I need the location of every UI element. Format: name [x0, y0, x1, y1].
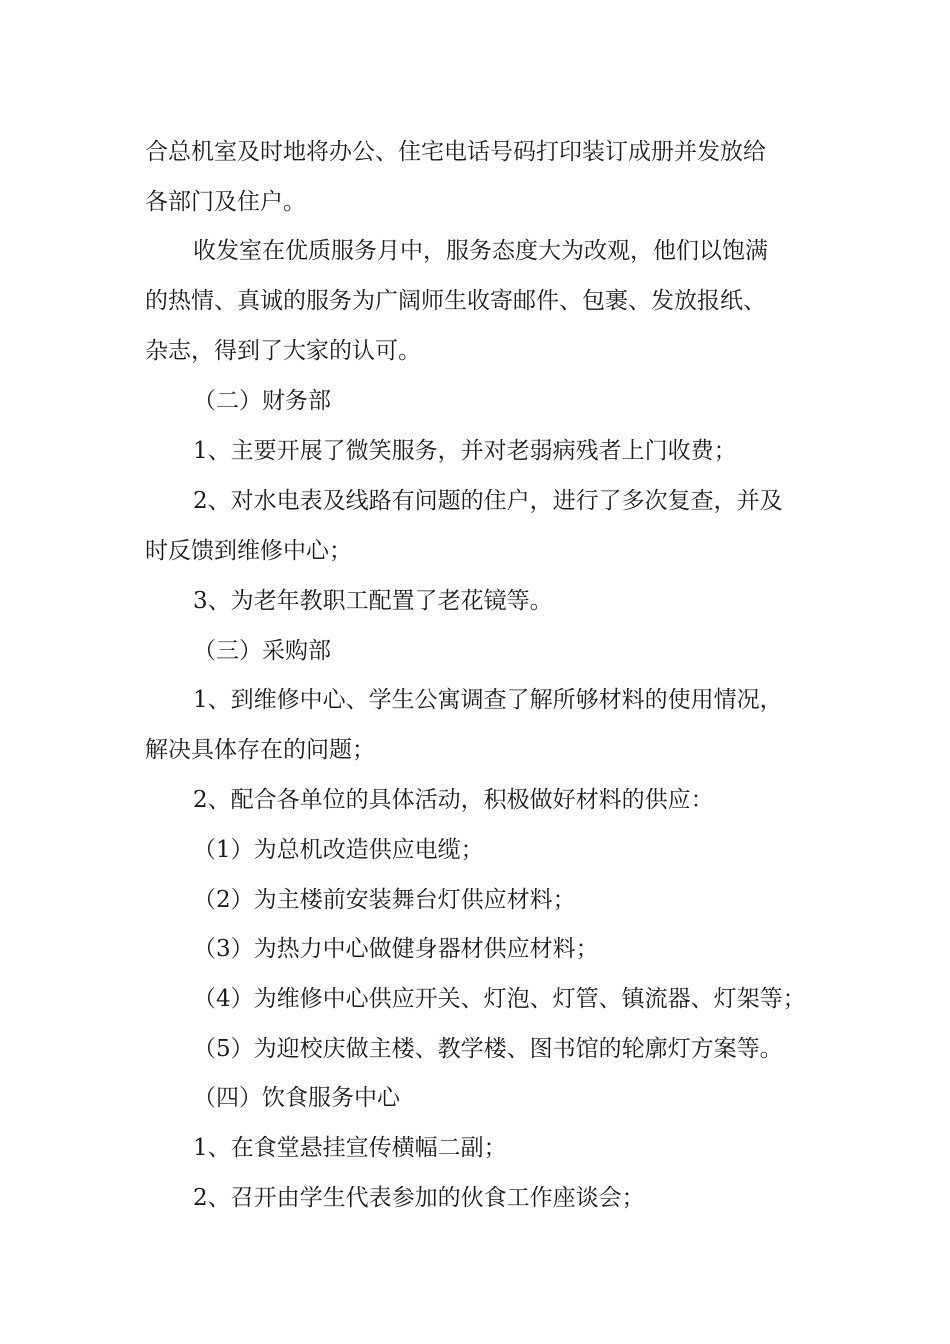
text-line: 杂志，得到了大家的认可。 [145, 338, 421, 364]
list-item: 3、为老年教职工配置了老花镜等。 [193, 588, 553, 614]
text-line: 解决具体存在的问题； [145, 737, 375, 763]
sub-list-item: （3）为热力中心做健身器材供应材料； [193, 936, 599, 962]
sub-list-item: （2）为主楼前安装舞台灯供应材料； [193, 887, 576, 913]
text-line: 时反馈到维修中心； [145, 538, 352, 564]
paragraph-first-line: 收发室在优质服务月中，服务态度大为改观，他们以饱满 [193, 238, 768, 264]
text-line: 合总机室及时地将办公、住宅电话号码打印装订成册并发放给 [145, 139, 766, 165]
list-item: 2、对水电表及线路有问题的住户，进行了多次复查，并及 [193, 488, 783, 514]
list-item: 1、到维修中心、学生公寓调查了解所够材料的使用情况， [193, 687, 783, 713]
section-heading: （二）财务部 [193, 388, 331, 414]
sub-list-item: （4）为维修中心供应开关、灯泡、灯管、镇流器、灯架等； [193, 986, 806, 1012]
text-line: 的热情、真诚的服务为广阔师生收寄邮件、包裹、发放报纸、 [145, 288, 766, 314]
list-item: 2、召开由学生代表参加的伙食工作座谈会； [193, 1185, 645, 1211]
sub-list-item: （5）为迎校庆做主楼、教学楼、图书馆的轮廓灯方案等。 [193, 1036, 783, 1062]
list-item: 1、在食堂悬挂宣传横幅二副； [193, 1135, 507, 1161]
list-item: 2、配合各单位的具体活动，积极做好材料的供应： [193, 787, 714, 813]
section-heading: （三）采购部 [193, 638, 331, 664]
text-line: 各部门及住户。 [145, 189, 306, 215]
sub-list-item: （1）为总机改造供应电缆； [193, 837, 484, 863]
list-item: 1、主要开展了微笑服务，并对老弱病残者上门收费； [193, 438, 737, 464]
section-heading: （四）饮食服务中心 [193, 1085, 400, 1111]
